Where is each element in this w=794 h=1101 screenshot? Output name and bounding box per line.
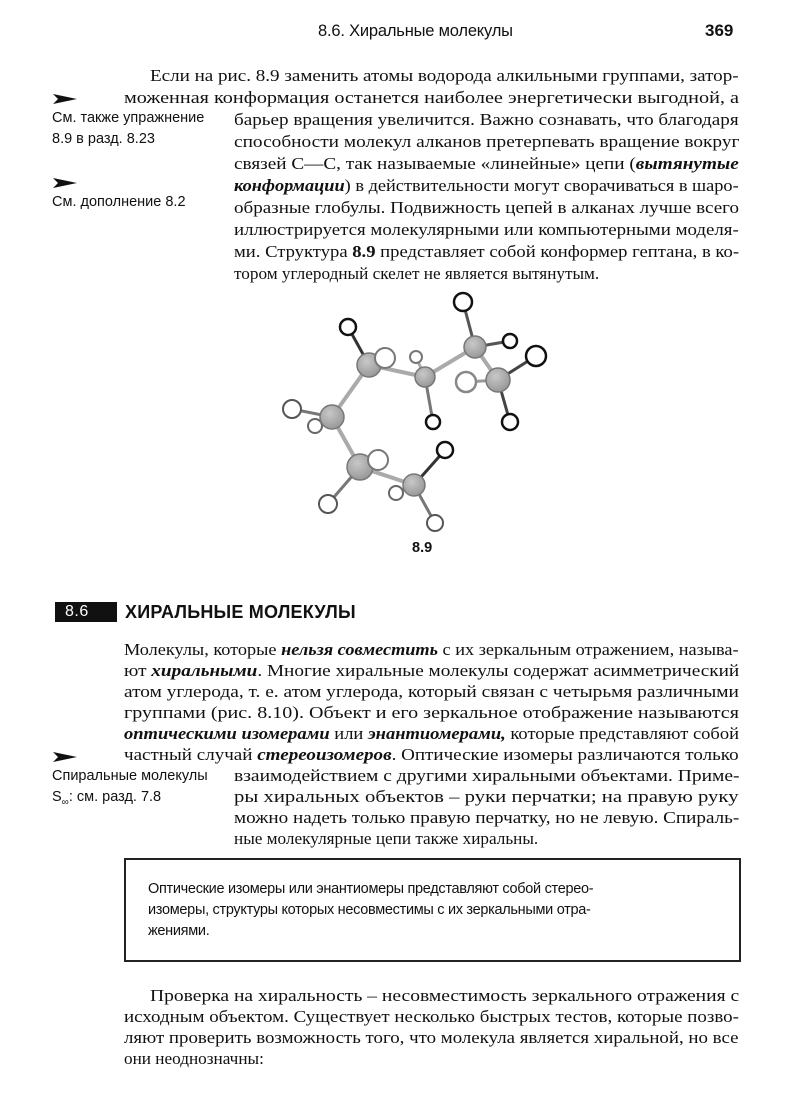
text-span: связей С—С, так называемые «линейные» цепи ( [234,154,636,173]
definition-line: Оптические изомеры или энантиомеры представляют собой стерео- [148,881,594,897]
margin-arrow-icon [53,178,77,188]
margin-note-supplement: См. дополнение 8.2 [52,194,186,210]
margin-note-exercise-ref: 8.9 в разд. 8.23 [52,131,155,147]
text-span: с их зеркальным отражением, называ- [437,640,739,659]
italic-term: стереоизомеров [257,745,392,764]
text-span: ) в действительности могут сворачиваться в шаро- [344,176,739,195]
text-line [234,154,739,174]
text-line [234,242,739,262]
text-line [124,661,739,681]
text-span: : см. разд. 7.8 [68,789,162,805]
italic-term: хиральными [151,661,258,680]
text-span: или [329,724,368,743]
text-line [234,176,739,196]
italic-term: конформации [234,176,345,195]
heptane-molecule-figure [270,285,570,540]
text-line: группами (рис. 8.10). Объект и его зеркальное отображение называются [124,703,739,722]
margin-arrow-icon [53,94,77,104]
text-line: моженная конформация останется наиболее энергетически выгодной, а [124,88,739,107]
italic-term: нельзя совместить [281,640,438,659]
italic-term: энантиомерами, [367,724,506,743]
italic-term: вытянутые [635,154,739,173]
section-title: ХИРАЛЬНЫЕ МОЛЕКУЛЫ [125,602,356,622]
text-line: способности молекул алканов претерпевать вращение вокруг [234,132,740,151]
running-header-title: 8.6. Хиральные молекулы [318,22,513,40]
text-line [124,745,739,765]
text-line: Если на рис. 8.9 заменить атомы водорода алкильными группами, затор- [150,66,739,85]
definition-line: изомеры, структуры которых несовместимы с их зеркальными отра- [148,902,591,918]
margin-arrow-icon [53,752,77,762]
text-span: Молекулы, которые [124,640,282,659]
text-line: Проверка на хиральность – несовместимость зеркального отражения с [150,986,740,1005]
page-number: 369 [705,21,734,40]
text-line: тором углеродный скелет не является вытянутым. [234,264,600,283]
text-span: ми. Структура [234,242,353,261]
text-span: частный случай [124,745,258,764]
text-span: . Многие хиральные молекулы содержат асимметрический [257,661,740,680]
infinity-subscript: ∞ [61,796,69,808]
text-line: они неоднозначны: [124,1049,264,1068]
figure-label: 8.9 [412,540,433,556]
text-span: . Оптические изомеры различаются только [391,745,739,764]
section-number-badge: 8.6 [55,602,117,622]
text-line: взаимодействием с другими хиральными объектами. Приме- [234,766,740,785]
text-line: ры хиральных объектов – руки перчатки; на правую руку [234,787,739,806]
margin-note-spiral: Спиральные молекулы [52,768,208,784]
text-span: ют [124,661,152,680]
definition-line: жениями. [148,923,210,939]
text-line: атом углерода, т. е. атом углерода, который связан с четырьмя различными [124,682,739,701]
text-span: представляет собой конформер гептана, в ко- [375,242,740,261]
italic-term: оптическими изомерами [124,724,330,743]
text-line: ляют проверить возможность того, что молекула является хиральной, но все [124,1028,739,1047]
text-line: можно надеть только правую перчатку, но не левую. Спираль- [234,808,740,827]
text-line [124,640,739,660]
text-span: которые представляют собой [505,724,740,743]
text-line: образные глобулы. Подвижность цепей в алканах лучше всего [234,198,740,217]
margin-note-exercise: См. также упражнение [52,110,205,126]
margin-note-spiral-ref [52,787,161,813]
text-line: иллюстрируется молекулярными или компьютерными моделя- [234,220,739,239]
symmetry-symbol: S [52,789,62,805]
structure-ref: 8.9 [352,242,376,261]
text-line: барьер вращения увеличится. Важно сознавать, что благодаря [234,110,739,129]
text-line: исходным объектом. Существует несколько быстрых тестов, которые позво- [124,1007,739,1026]
text-line: ные молекулярные цепи также хиральны. [234,829,539,848]
text-line [124,724,739,744]
